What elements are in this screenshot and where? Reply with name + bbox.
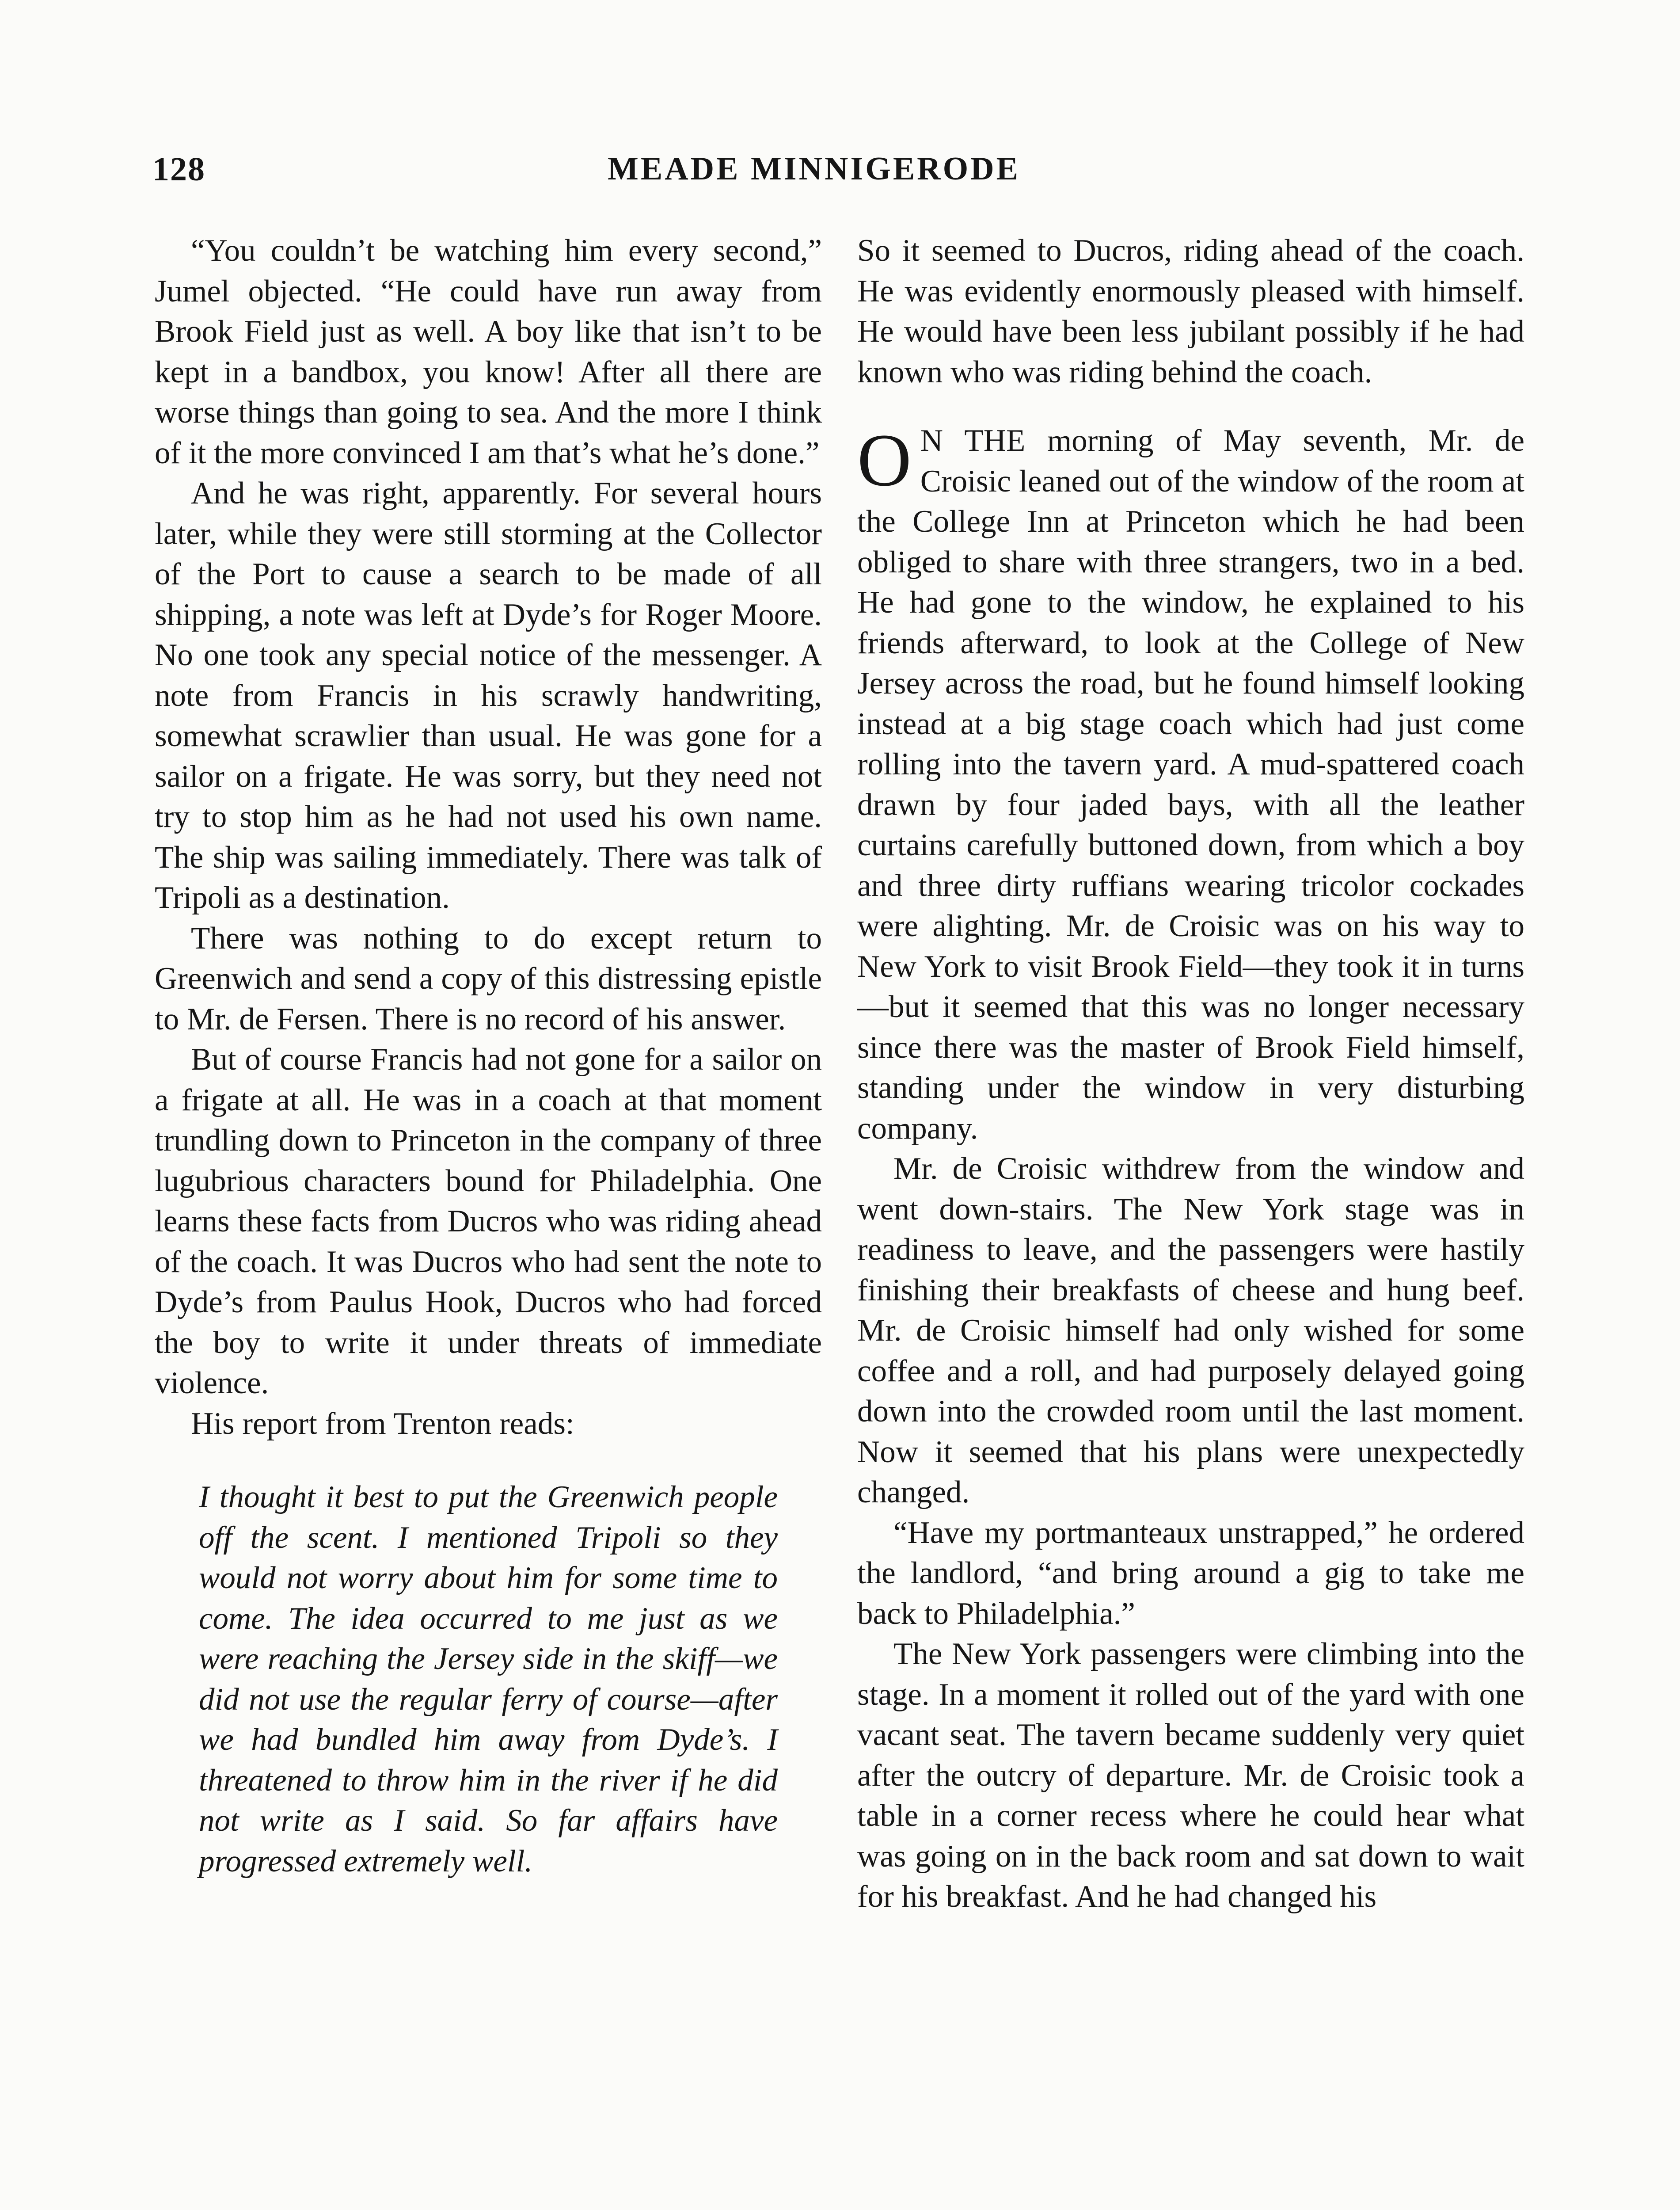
paragraph: “Have my portmanteaux unstrapped,” he ordered the landlord, “and bring around a gig to take me back to Philadelphia.” [857,1515,1524,1631]
drop-cap: O [857,419,912,502]
paragraph: The New York passengers were climbing into the stage. In a moment it rolled out of the yard with one vacant seat. The tavern became suddenly very quiet after the outcry of departure. Mr. de Croisic took a table in a corner recess where he could hear what was going on in the back room and sat down to wait for his breakfast. And he had changed his [857,1637,1524,1914]
section-break [857,392,1524,421]
block-quote: I thought it best to put the Greenwich people off the scent. I mentioned Tripoli so they would not worry about him for some time to come. The idea occurred to me just as we were reaching the Jersey side in the skiff—we did not use the regular ferry of course—after we had bundled him away from Dyde’s. I threatened to throw him in the river if he did not write as I said. So far affairs have progressed extremely well. [199,1480,778,1878]
paragraph: And he was right, apparently. For several hours later, while they were still storming at the Collector of the Port to cause a search to be made of all shipping, a note was left at Dyde’s for Roger Moore. No one took any special notice of the messenger. A note from Francis in his scrawly handwriting, somewhat scrawlier than usual. He was gone for a sailor on a frigate. He was sorry, but they need not try to stop him as he had not used his own name. The ship was sailing immediately. There was talk of Tripoli as a destination. [155,476,822,915]
right-column [857,231,1524,1917]
paragraph: “You couldn’t be watching him every second,” Jumel objected. “He could have run away from Brook Field just as well. A boy like that isn’t to be kept in a bandbox, you know! After all there are worse things than going to sea. And the more I think of it the more convinced I am that’s what he’s done.” [155,233,822,470]
paragraph: But of course Francis had not gone for a sailor on a frigate at all. He was in a coach at that moment trundling down to Princeton in the company of three lugubrious characters bound for Philadelphia. One learns these facts from Ducros who was riding ahead of the coach. It was Ducros who had sent the note to Dyde’s from Paulus Hook, Ducros who had forced the boy to write it under threats of immediate violence. [155,1042,822,1400]
paragraph-text: morning of May seventh, Mr. de Croisic leaned out of the window of the room at the College Inn at Princeton which he had been obliged to share with three strangers, two in a bed. He had gone to the window, he explained to his friends afterward, to look at the College of New Jersey across the road, but he found himself looking instead at a big stage coach which had just come rolling into the tavern yard. A mud-spattered coach drawn by four jaded bays, with all the leather curtains carefully buttoned down, from which a boy and three dirty ruffians wearing tricolor cockades were alighting. Mr. de Croisic was on his way to New York to visit Brook Field—they took it in turns—but it seemed that this was no longer necessary since there was the master of Brook Field himself, standing under the window in very disturbing company. [857,423,1524,1146]
section-opening-paragraph [857,421,1524,1149]
left-column [155,231,822,1882]
page-number: 128 [152,151,205,188]
page-header [152,150,1522,199]
paragraph: His report from Trenton reads: [191,1406,574,1441]
running-head: MEADE MINNIGERODE [608,151,1020,187]
small-caps-lead: N THE [920,423,1026,458]
paragraph: So it seemed to Ducros, riding ahead of the coach. He was evidently enormously pleased with himself. He would have been less jubilant possibly if he had known who was riding behind the coach. [857,233,1524,389]
paragraph: Mr. de Croisic withdrew from the window and went down-stairs. The New York stage was in readiness to leave, and the passengers were hastily finishing their breakfasts of cheese and hung beef. Mr. de Croisic himself had only wished for some coffee and a roll, and had purposely delayed going down into the crowded room until the last moment. Now it seemed that his plans were unexpectedly changed. [857,1151,1524,1509]
paragraph: There was nothing to do except return to Greenwich and send a copy of this distressing epistle to Mr. de Fersen. There is no record of his answer. [155,921,822,1036]
